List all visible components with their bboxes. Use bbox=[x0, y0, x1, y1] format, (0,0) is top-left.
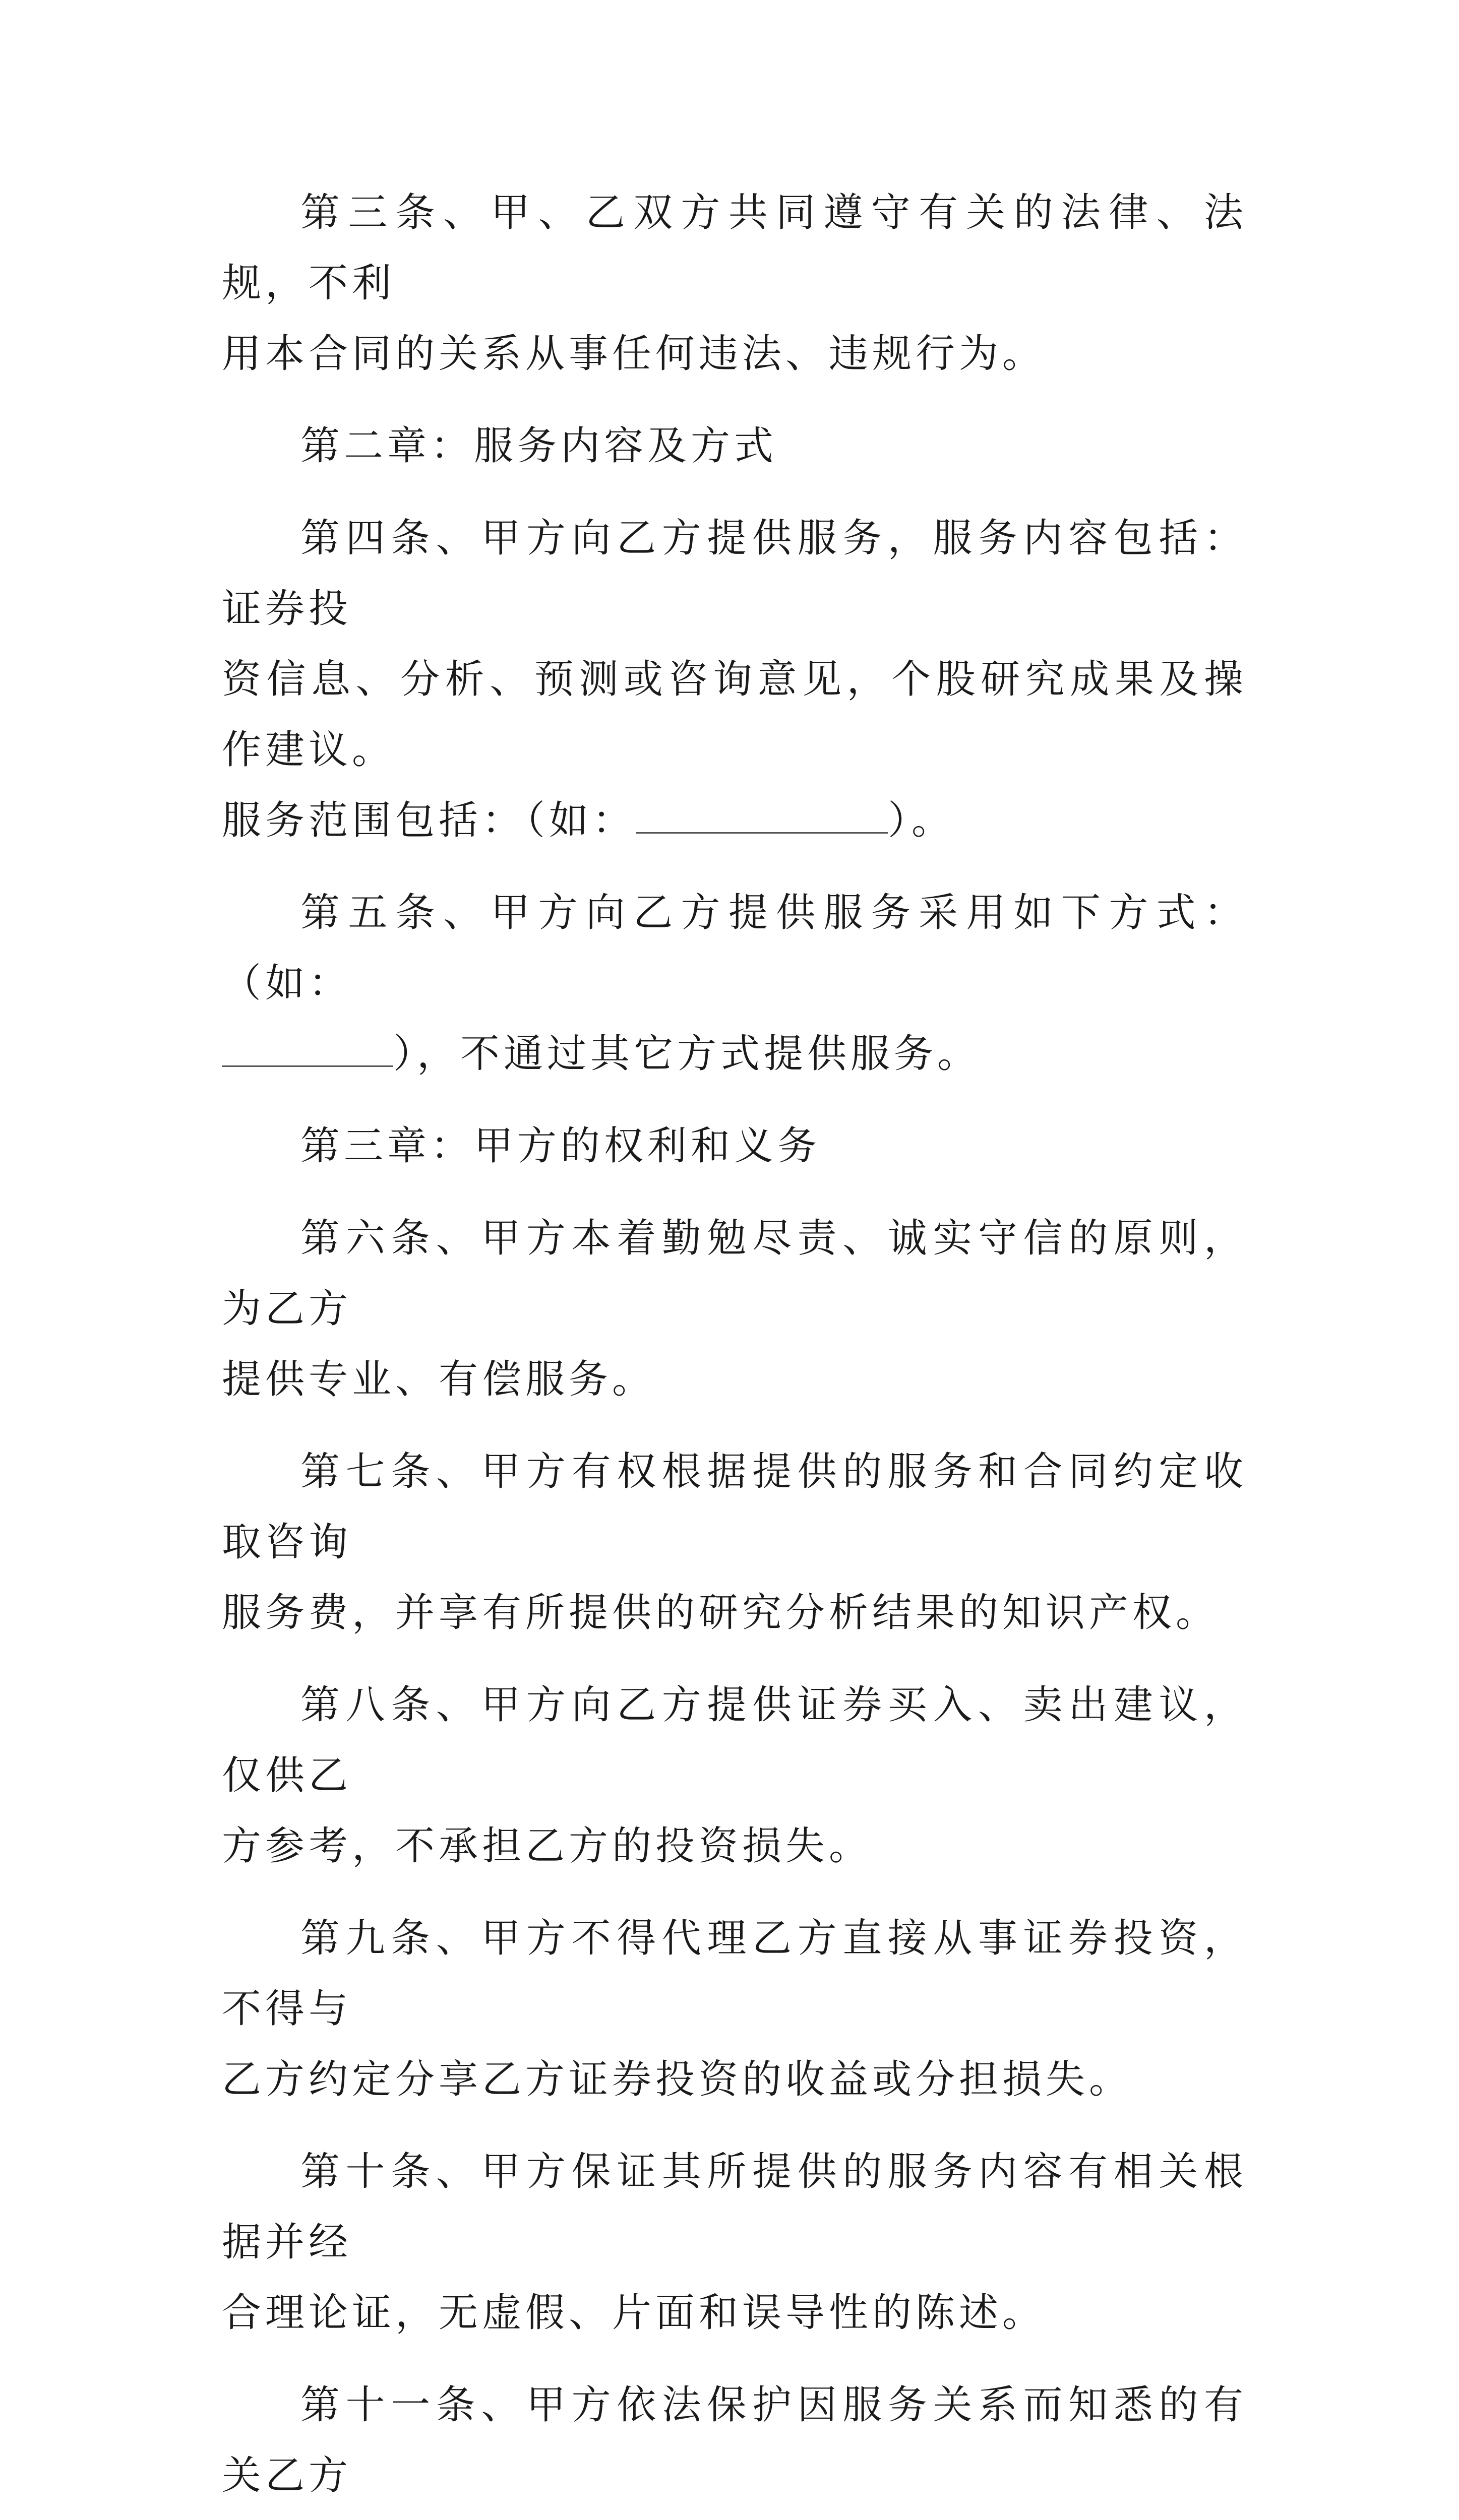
article-4-line-2: 资信息、分析、预测或咨询意见，个股研究成果及操作建议。 bbox=[222, 657, 1247, 773]
service-method-blank bbox=[222, 1034, 393, 1067]
document-page bbox=[222, 177, 1247, 2520]
article-7-line-2: 服务费，并享有所提供的研究分析结果的知识产权。 bbox=[222, 1590, 1220, 1635]
article-4-line-3 bbox=[222, 785, 1247, 856]
article-5-line-2-suffix: ），不通过其它方式提供服务。 bbox=[393, 1031, 981, 1077]
article-10 bbox=[222, 2136, 1247, 2348]
article-5-line-1: 第五条、甲方向乙方提供服务采用如下方式：（如： bbox=[222, 890, 1247, 1006]
article-10-line-2: 合理论证，无虚假、片面和误导性的陈述。 bbox=[222, 2290, 1046, 2336]
article-5-line-2 bbox=[222, 1019, 1247, 1089]
service-scope-blank bbox=[636, 801, 888, 834]
article-3-line-2: 用本合同的关系从事任何违法、违规行为。 bbox=[222, 331, 1046, 376]
article-4-line-1: 第四条、甲方向乙方提供服务，服务内容包括：证券投 bbox=[222, 516, 1247, 632]
article-4-line-3-prefix: 服务范围包括：（如： bbox=[222, 798, 636, 843]
article-9 bbox=[222, 1903, 1247, 2115]
article-10-line-1: 第十条、甲方保证其所提供的服务内容有相关根据并经 bbox=[222, 2149, 1247, 2265]
chapter-3-heading bbox=[222, 1111, 1247, 1181]
article-4 bbox=[222, 503, 1247, 856]
article-3 bbox=[222, 177, 1247, 389]
article-11-line-2 bbox=[222, 2511, 1247, 2520]
article-11 bbox=[222, 2370, 1247, 2520]
article-9-line-1: 第九条、甲方不得代理乙方直接从事证券投资，不得与 bbox=[222, 1916, 1247, 2032]
article-7 bbox=[222, 1436, 1247, 1648]
article-3-line-1: 第三条、甲、乙双方共同遵守有关的法律、法规，不利 bbox=[222, 190, 1247, 306]
article-4-line-3-suffix: ）。 bbox=[888, 798, 955, 843]
article-7-line-1: 第七条、甲方有权根据提供的服务和合同约定收取咨询 bbox=[222, 1449, 1247, 1565]
article-6-line-1: 第六条、甲方本着勤勉尽责、诚实守信的原则，为乙方 bbox=[222, 1216, 1247, 1332]
chapter-2-heading bbox=[222, 411, 1247, 481]
article-6 bbox=[222, 1203, 1247, 1415]
article-8-line-2: 方参考，不承担乙方的投资损失。 bbox=[222, 1823, 873, 1869]
chapter-2-title: 第二章：服务内容及方式 bbox=[300, 423, 778, 469]
chapter-3-title: 第三章：甲方的权利和义务 bbox=[300, 1123, 821, 1169]
article-6-line-2: 提供专业、有偿服务。 bbox=[222, 1357, 656, 1402]
article-8 bbox=[222, 1670, 1247, 1881]
article-8-line-1: 第八条、甲方向乙方提供证券买入、卖出建议，仅供乙 bbox=[222, 1682, 1247, 1798]
article-5 bbox=[222, 877, 1247, 1089]
article-9-line-2: 乙方约定分享乙方证券投资的收益或分担损失。 bbox=[222, 2057, 1133, 2102]
article-11-line-1: 第十一条、甲方依法保护因服务关系而知悉的有关乙方 bbox=[222, 2382, 1247, 2498]
